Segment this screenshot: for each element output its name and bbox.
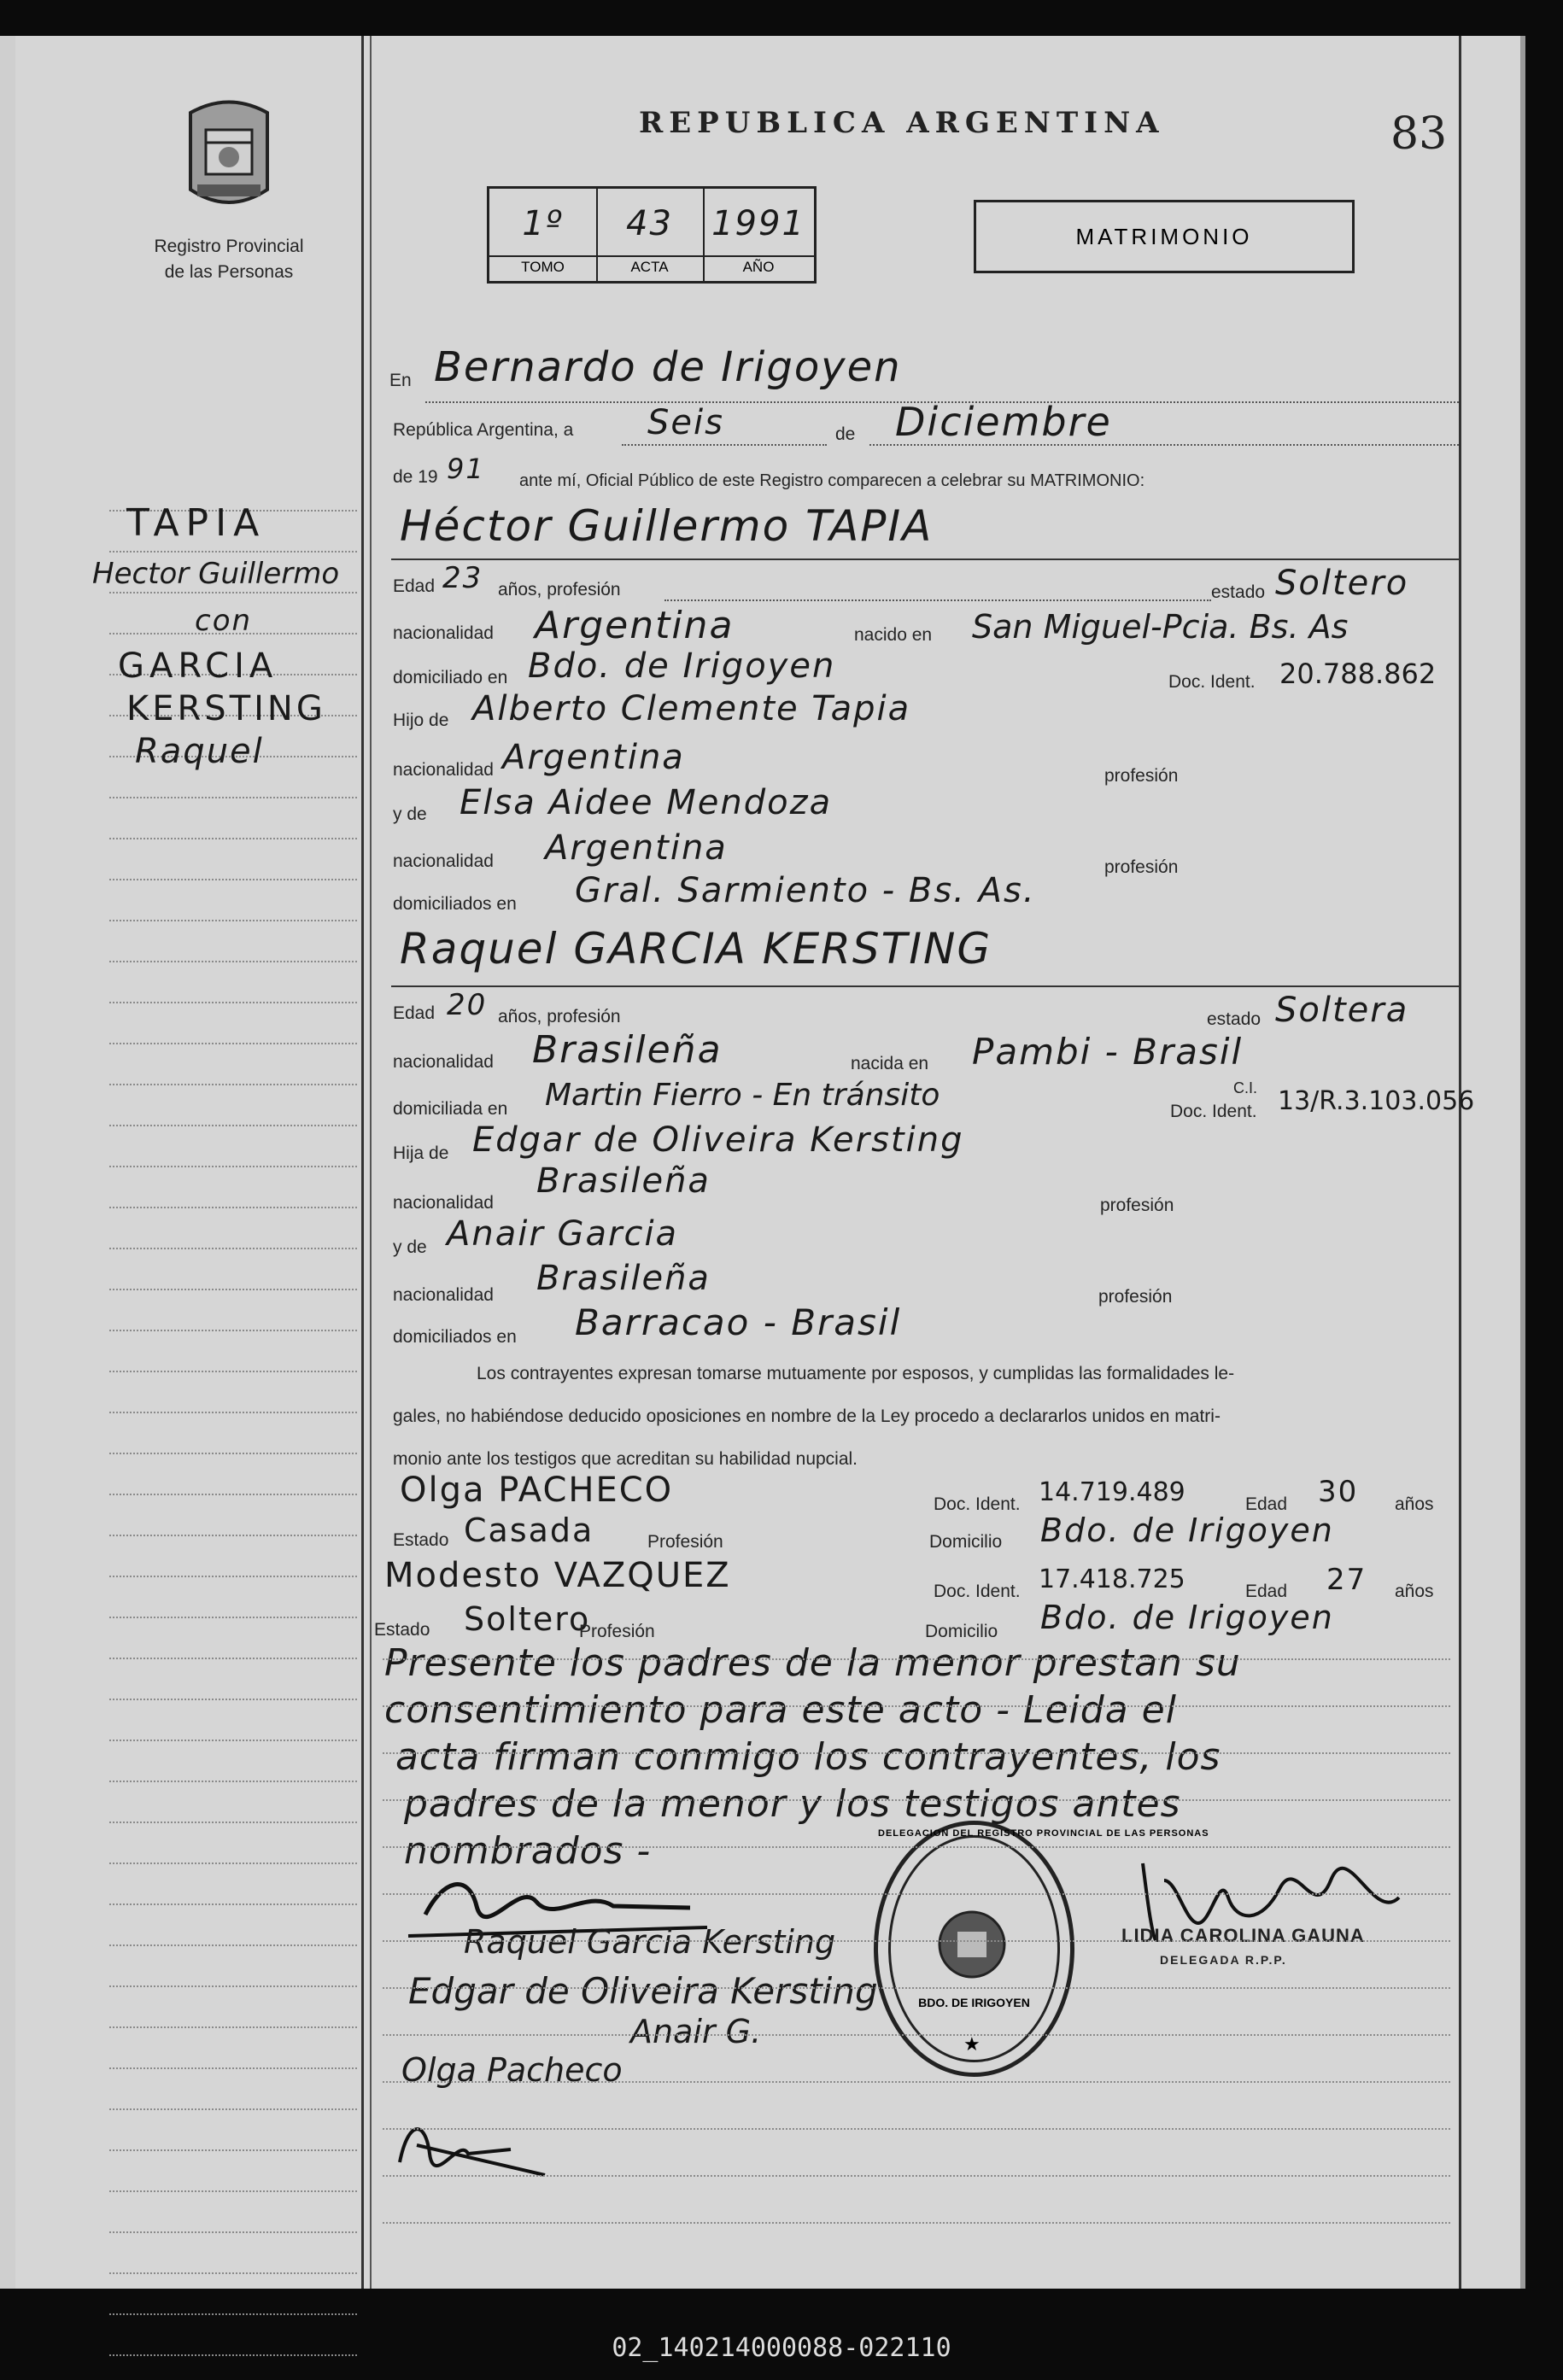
stamp-star-icon: ★ <box>963 2033 981 2055</box>
margin-rule-line <box>109 2190 357 2192</box>
groom-domiciliados-label: domiciliados en <box>393 894 517 914</box>
bride-estado: Soltera <box>1275 991 1409 1030</box>
margin-divider-inner <box>370 36 372 2289</box>
bride-doc: 13/R.3.103.056 <box>1278 1086 1475 1116</box>
margin-con: con <box>195 604 253 638</box>
bride-domiciliados-label: domiciliados en <box>393 1327 517 1347</box>
year-prefix: de 19 <box>393 467 438 487</box>
groom-edad-label: Edad <box>393 576 436 596</box>
margin-given2: Raquel <box>135 732 264 771</box>
groom-birthplace: San Miguel-Pcia. Bs. As <box>972 608 1349 646</box>
witness1-edad-label: Edad <box>1245 1494 1288 1514</box>
witness2-prof-label: Profesión <box>579 1622 655 1641</box>
signature-bride: Raquel Garcia Kersting <box>464 1923 836 1961</box>
margin-rule-line <box>109 1903 357 1905</box>
month-value: Diciembre <box>895 399 1112 445</box>
margin-rule-line <box>109 961 357 962</box>
margin-rule-line <box>109 1371 357 1372</box>
margin-rule-line <box>109 838 357 839</box>
groom-domicile: Bdo. de Irigoyen <box>528 646 836 686</box>
body-rule-line <box>383 1752 1450 1754</box>
margin-rule-line <box>109 1289 357 1290</box>
groom-estado-label: estado <box>1211 582 1266 602</box>
margin-rule-line <box>109 1207 357 1208</box>
bride-domicile: Martin Fierro - En tránsito <box>545 1078 940 1113</box>
bride-dom-label: domiciliada en <box>393 1099 508 1119</box>
margin-rule-line <box>109 1412 357 1413</box>
margin-rule-line <box>109 1576 357 1577</box>
declaration-line2: gales, no habiéndose deducido oposiciones en nombre de la Ley procedo a declararlos unidos en matri- <box>393 1406 1221 1426</box>
margin-rule-line <box>109 1248 357 1249</box>
witness2-domicilio-label: Domicilio <box>925 1622 998 1641</box>
groom-doc: 20.788.862 <box>1279 658 1437 690</box>
note-line5: nombrados - <box>404 1829 652 1873</box>
body-rule-line <box>383 2034 1450 2036</box>
record-box-divider <box>489 255 814 257</box>
signature-witness: Olga Pacheco <box>401 2051 623 2089</box>
margin-rule-line <box>109 2231 357 2233</box>
groom-father-nac-label: nacionalidad <box>393 760 494 780</box>
witness1-doc: 14.719.489 <box>1039 1477 1185 1507</box>
body-rule-line <box>383 2081 1450 2083</box>
groom-anos-label: años, profesión <box>498 580 621 599</box>
margin-rule-line <box>109 1781 357 1782</box>
bride-mother-prof-label: profesión <box>1098 1287 1173 1307</box>
page-edge <box>0 36 15 2289</box>
bride-father: Edgar de Oliveira Kersting <box>472 1120 964 1160</box>
signature-witness2 <box>391 2111 562 2184</box>
groom-mother-nac: Argentina <box>545 828 728 868</box>
republic-label: República Argentina, a <box>393 420 574 440</box>
declaration-line1: Los contrayentes expresan tomarse mutuamente por esposos, y cumplidas las formalidades le- <box>477 1364 1235 1383</box>
groom-name: Héctor Guillermo TAPIA <box>400 501 934 551</box>
de-label: de <box>835 424 856 444</box>
groom-parents-domicile: Gral. Sarmiento - Bs. As. <box>575 871 1036 910</box>
body-rule-line <box>383 2175 1450 2177</box>
margin-rule-line <box>109 1494 357 1495</box>
registry-name-line1: Registro Provincial <box>154 237 304 256</box>
margin-rule-line <box>109 1740 357 1741</box>
margin-rule-line <box>109 920 357 921</box>
groom-mother-prof-label: profesión <box>1104 857 1179 877</box>
groom-dom-label: domiciliado en <box>393 668 508 687</box>
witness2-doc: 17.418.725 <box>1039 1564 1185 1594</box>
ano-value: 1991 <box>711 204 805 243</box>
witness1-domicilio-label: Domicilio <box>929 1532 1003 1552</box>
groom-father-nac: Argentina <box>502 738 685 777</box>
groom-nac-label: nacionalidad <box>393 623 494 643</box>
stamp-center-text: BDO. DE IRIGOYEN <box>918 1996 1030 2009</box>
margin-rule-line <box>109 2313 357 2315</box>
bride-birthplace: Pambi - Brasil <box>972 1031 1244 1073</box>
witness2-estado: Soltero <box>464 1600 591 1638</box>
margin-rule-line <box>109 2026 357 2028</box>
witness1-domicile: Bdo. de Irigoyen <box>1040 1512 1334 1549</box>
body-rule-line <box>383 1705 1450 1707</box>
image-caption: 02_140214000088-022110 <box>612 2333 951 2363</box>
margin-rule-line <box>109 2108 357 2110</box>
body-rule-line <box>383 2128 1450 2130</box>
margin-rule-line <box>109 1944 357 1946</box>
official-title: DELEGADA R.P.P. <box>1160 1953 1287 1967</box>
signature-father: Edgar de Oliveira Kersting <box>408 1970 878 2012</box>
country-heading: REPUBLICA ARGENTINA <box>639 106 1165 140</box>
margin-surname1: TAPIA <box>126 501 266 545</box>
bride-mother-nac: Brasileña <box>536 1259 711 1298</box>
groom-estado: Soltero <box>1275 564 1409 603</box>
groom-nacido-label: nacido en <box>854 625 933 645</box>
margin-surname2b: KERSTING <box>126 689 326 728</box>
witness1-age: 30 <box>1318 1475 1359 1509</box>
right-border <box>1459 36 1461 2289</box>
margin-rule-line <box>109 1822 357 1823</box>
tomo-value: 1º <box>522 204 564 243</box>
margin-given1: Hector Guillermo <box>92 557 340 591</box>
body-rule-line <box>383 2222 1450 2224</box>
witness1-anos-label: años <box>1395 1494 1434 1514</box>
record-type: MATRIMONIO <box>1075 223 1253 249</box>
margin-rule-line <box>109 2149 357 2151</box>
stamp-text: DELEGACION DEL REGISTRO PROVINCIAL DE LAS PERSONAS <box>878 1828 1209 1839</box>
margin-surname2a: GARCIA <box>118 646 278 686</box>
note-line2: consentimiento para este acto - Leida el <box>384 1688 1177 1732</box>
official-name: LIDIA CAROLINA GAUNA <box>1121 1925 1365 1946</box>
witness2-name: Modesto VAZQUEZ <box>384 1556 731 1595</box>
declaration-line3: monio ante los testigos que acreditan su habilidad nupcial. <box>393 1449 858 1469</box>
bride-father-prof-label: profesión <box>1100 1196 1174 1215</box>
margin-divider <box>361 36 364 2289</box>
witness1-doc-label: Doc. Ident. <box>934 1494 1021 1514</box>
note-line1: Presente los padres de la menor prestan su <box>384 1641 1241 1685</box>
place-value: Bernardo de Irigoyen <box>434 343 902 391</box>
groom-father-prof-label: profesión <box>1104 766 1179 786</box>
groom-mother: Elsa Aidee Mendoza <box>460 783 833 822</box>
groom-father: Alberto Clemente Tapia <box>472 689 911 728</box>
section-line <box>391 558 1459 560</box>
body-rule-line <box>383 1893 1450 1895</box>
stamp-seal-icon <box>934 1906 1010 1983</box>
witness1-name: Olga PACHECO <box>400 1471 674 1510</box>
page-number: 83 <box>1390 108 1448 160</box>
bride-doc-prefix: C.I. <box>1233 1079 1258 1096</box>
bride-estado-label: estado <box>1207 1009 1262 1029</box>
witness1-estado-label: Estado <box>393 1530 449 1550</box>
margin-rule-line <box>109 592 357 594</box>
note-line4: padres de la menor y los testigos antes <box>404 1782 1181 1826</box>
bride-father-nac-label: nacionalidad <box>393 1193 494 1213</box>
witness2-anos-label: años <box>1395 1582 1434 1601</box>
tomo-label: TOMO <box>521 259 565 275</box>
margin-rule-line <box>109 1862 357 1864</box>
bride-age: 20 <box>447 988 488 1022</box>
margin-rule-line <box>109 1658 357 1659</box>
margin-rule-line <box>109 1699 357 1700</box>
margin-rule-line <box>109 1985 357 1987</box>
provincial-seal-icon <box>182 96 276 215</box>
groom-hijo-label: Hijo de <box>393 710 449 730</box>
body-rule-line <box>383 1658 1450 1660</box>
groom-doc-label: Doc. Ident. <box>1168 672 1256 692</box>
year-suffix: 91 <box>447 453 485 485</box>
witness2-estado-label: Estado <box>374 1620 430 1640</box>
witness2-doc-label: Doc. Ident. <box>934 1582 1021 1601</box>
day-value: Seis <box>647 403 724 442</box>
acta-value: 43 <box>626 204 673 243</box>
margin-rule-line <box>109 879 357 880</box>
body-rule-line <box>383 1940 1450 1942</box>
registry-name-line2: de las Personas <box>164 262 294 282</box>
groom-yde-label: y de <box>393 804 427 824</box>
bride-parents-domicile: Barracao - Brasil <box>575 1301 902 1343</box>
margin-rule-line <box>109 1330 357 1331</box>
groom-nationality: Argentina <box>535 604 735 647</box>
margin-rule-line <box>109 1125 357 1126</box>
official-stamp <box>874 1821 1209 2077</box>
record-type-box <box>974 200 1355 273</box>
witness1-estado: Casada <box>464 1512 594 1549</box>
fill-line <box>622 444 827 446</box>
bride-nationality: Brasileña <box>532 1028 723 1072</box>
body-rule-line <box>383 1846 1450 1848</box>
body-rule-line <box>383 1987 1450 1989</box>
margin-rule-line <box>109 1535 357 1536</box>
bride-hija-label: Hija de <box>393 1143 449 1163</box>
bride-anos-label: años, profesión <box>498 1007 621 1026</box>
bride-name: Raquel GARCIA KERSTING <box>400 924 992 974</box>
margin-rule-line <box>109 1084 357 1085</box>
note-line3: acta firman conmigo los contrayentes, los <box>395 1735 1221 1779</box>
margin-rule-line <box>109 1002 357 1003</box>
groom-mother-nac-label: nacionalidad <box>393 851 494 871</box>
margin-rule-line <box>109 1617 357 1618</box>
bride-yde-label: y de <box>393 1237 427 1257</box>
margin-rule-line <box>109 1166 357 1167</box>
bride-nac-label: nacionalidad <box>393 1052 494 1072</box>
document-page <box>15 36 1525 2289</box>
margin-rule-line <box>109 2067 357 2069</box>
margin-rule-line <box>109 1043 357 1044</box>
bride-mother-nac-label: nacionalidad <box>393 1285 494 1305</box>
margin-rule-line <box>109 797 357 798</box>
fill-line <box>664 599 1211 601</box>
en-label: En <box>389 371 412 390</box>
margin-rule-line <box>109 1453 357 1454</box>
record-number-box <box>487 186 817 284</box>
witness2-domicile: Bdo. de Irigoyen <box>1040 1599 1334 1636</box>
bride-father-nac: Brasileña <box>536 1161 711 1201</box>
groom-age: 23 <box>442 561 483 595</box>
witness2-edad-label: Edad <box>1245 1582 1288 1601</box>
bride-mother: Anair Garcia <box>447 1214 679 1254</box>
margin-rule-line <box>109 2272 357 2274</box>
signature-mother: Anair G. <box>630 2013 762 2050</box>
witness2-age: 27 <box>1326 1563 1367 1597</box>
bride-doc-label: Doc. Ident. <box>1170 1102 1257 1121</box>
bride-edad-label: Edad <box>393 1003 436 1023</box>
ano-label: AÑO <box>742 259 775 275</box>
acta-label: ACTA <box>630 259 669 275</box>
margin-rule-line <box>109 551 357 553</box>
intro-statement: ante mí, Oficial Público de este Registro comparecen a celebrar su MATRIMONIO: <box>519 471 1145 490</box>
bride-nacida-label: nacida en <box>851 1054 929 1073</box>
body-rule-line <box>383 1799 1450 1801</box>
witness1-prof-label: Profesión <box>647 1532 723 1552</box>
section-line <box>391 985 1459 987</box>
